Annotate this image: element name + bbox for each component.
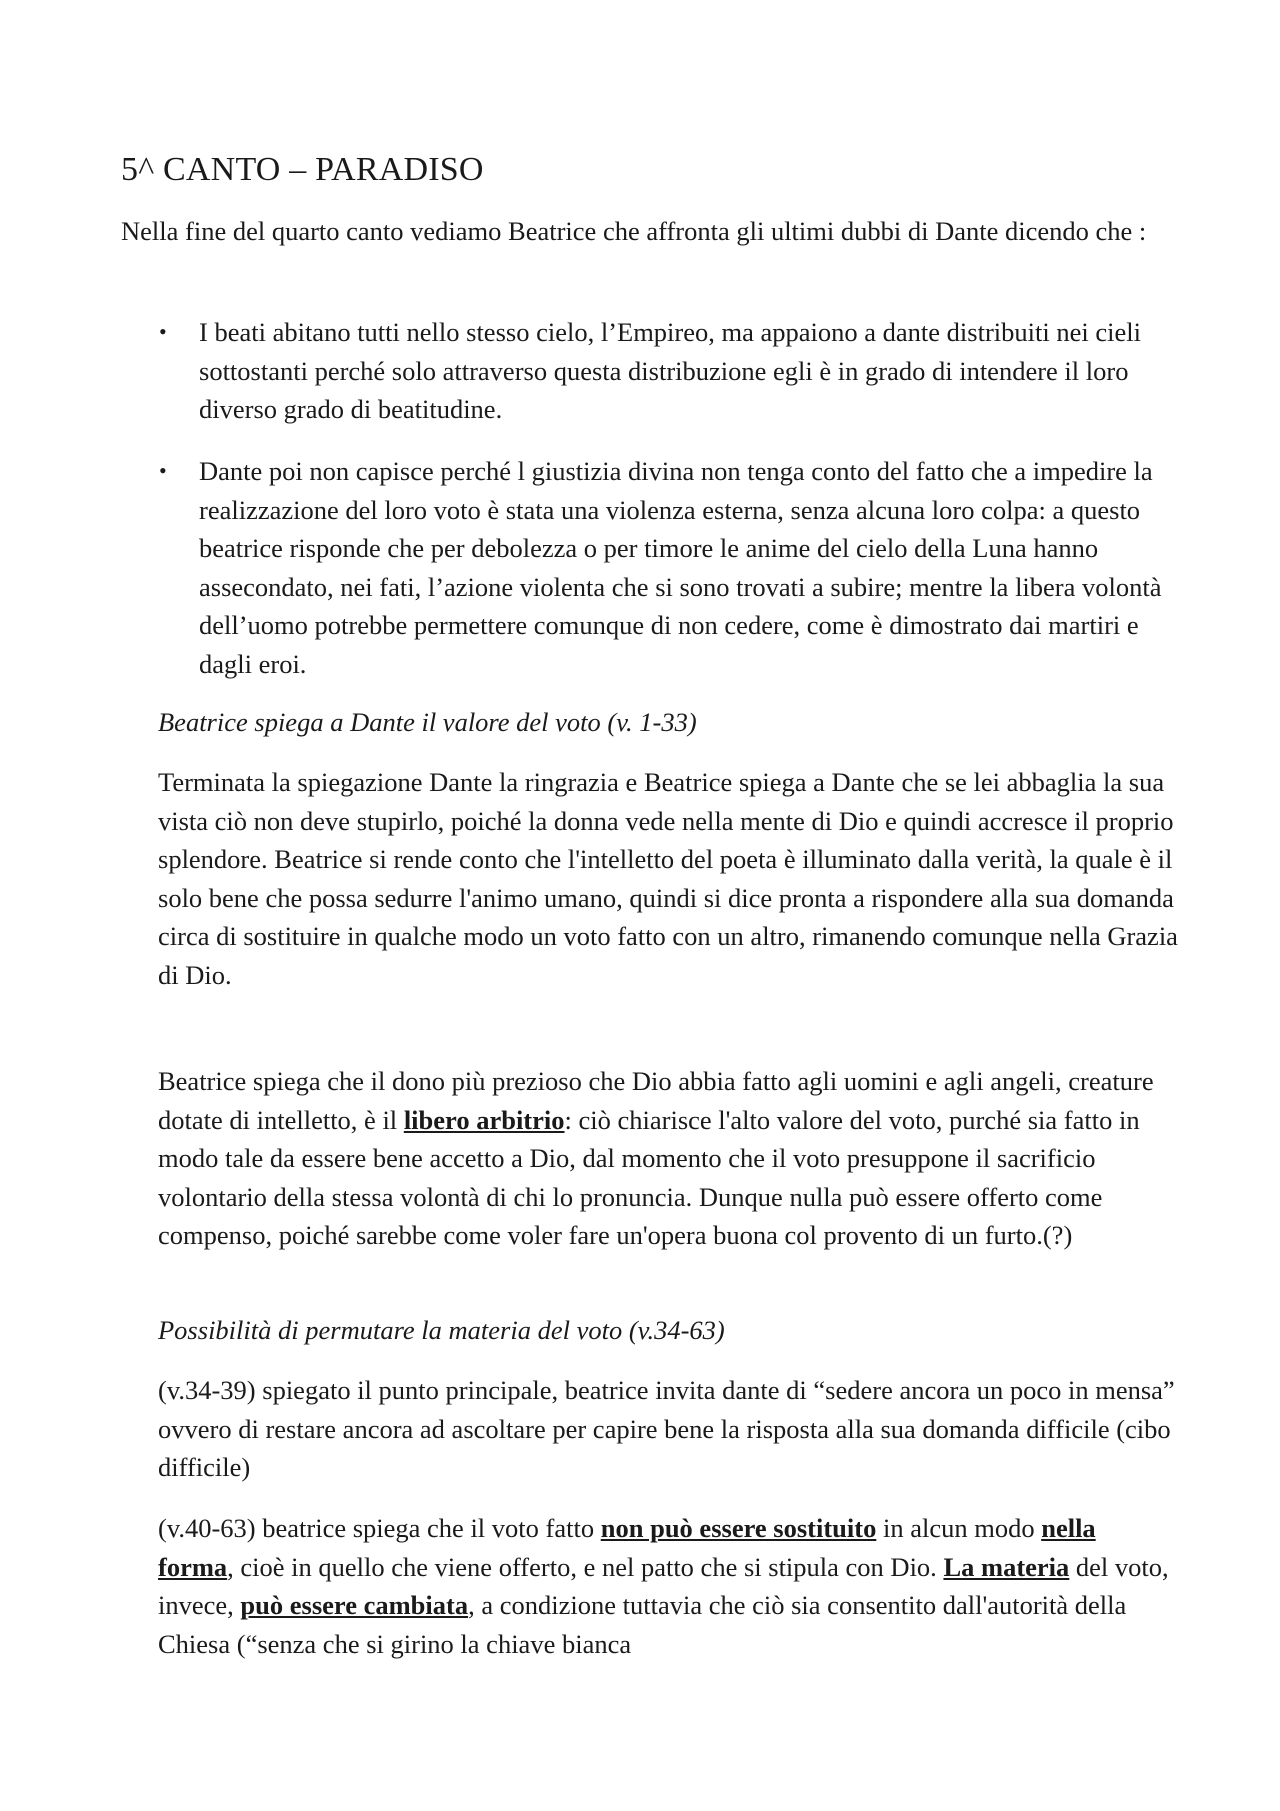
list-item-text: I beati abitano tutti nello stesso cielo, l’Empireo, ma appaiono a dante distribuiti nei cieli sottostanti perché solo attraverso questa distribuzione egli è in grado di intendere il loro diverso grado di beatitudine. [199,317,1141,424]
text-run: , a condizione tuttavia che ciò sia consentito dall'autorità della Chiesa (“senza che si girino la chiave bianca [158,1590,1127,1659]
paragraph-libero-arbitrio [158,1062,1178,1255]
text-run: , cioè in quello che viene offerto, e nel patto che si stipula con Dio. [227,1551,944,1582]
emphasis-non-sostituito: non può essere sostituito [600,1513,877,1543]
intro-paragraph: Nella fine del quarto canto vediamo Beatrice che affronta gli ultimi dubbi di Dante dicendo che : [121,216,1147,246]
paragraph-v40-63 [158,1509,1178,1663]
text-run: (v.40-63) beatrice spiega che il voto fatto [158,1513,601,1543]
emphasis-puo-cambiata: può essere cambiata [240,1590,469,1620]
bullet-icon: • [159,319,167,344]
page-title: 5^ CANTO – PARADISO [121,151,484,188]
text-run: Beatrice spiega che il dono più prezioso che Dio abbia fatto agli uomini e agli angeli, creature dotate di intelletto, è il [158,1066,1154,1135]
text-run: in alcun modo [876,1513,1042,1543]
text-run: del voto, invece, [158,1551,1169,1620]
list-item-text: Dante poi non capisce perché l giustizia divina non tenga conto del fatto che a impedire la realizzazione del loro voto è stata una violenza esterna, senza alcuna loro colpa: a questo beatrice risponde che per debolezza o per timore le anime del cielo della Luna hanno assecondato, nei fati, l’azione violenta che si sono trovati a subire; mentre la libera volontà dell’uomo potrebbe permettere comunque di non cedere, come è dimostrato dai martiri e dagli eroi. [199,456,1162,679]
emphasis-la-materia: La materia [943,1551,1070,1582]
emphasis-libero-arbitrio: libero arbitrio [403,1104,565,1135]
bullet-icon: • [159,458,167,483]
text-run: : ciò chiarisce l'alto valore del voto, purché sia fatto in modo tale da essere bene accetto a Dio, dal momento che il voto presuppone il sacrificio volontario della stessa volontà di chi lo pronuncia. Dunque nulla può essere offerto come compenso, poiché sarebbe come voler fare un'opera buona col provento di un furto.(?) [158,1104,1140,1250]
section-heading-valore-voto: Beatrice spiega a Dante il valore del voto (v. 1-33) [158,707,697,737]
paragraph-v34-39: (v.34-39) spiegato il punto principale, beatrice invita dante di “sedere ancora un poco in mensa” ovvero di restare ancora ad ascoltare per capire bene la risposta alla sua domanda difficile (cibo difficile) [158,1375,1175,1482]
paragraph-spiegazione: Terminata la spiegazione Dante la ringrazia e Beatrice spiega a Dante che se lei abbaglia la sua vista ciò non deve stupirlo, poiché la donna vede nella mente di Dio e quindi accresce il proprio splendore. Beatrice si rende conto che l'intelletto del poeta è illuminato dalla verità, la quale è il solo bene che possa sedurre l'animo umano, quindi si dice pronta a rispondere alla sua domanda circa di sostituire in qualche modo un voto fatto con un altro, rimanendo comunque nella Grazia di Dio. [158,767,1178,990]
emphasis-nella-forma: nella forma [158,1513,1096,1582]
section-heading-permutare: Possibilità di permutare la materia del voto (v.34-63) [158,1315,725,1345]
